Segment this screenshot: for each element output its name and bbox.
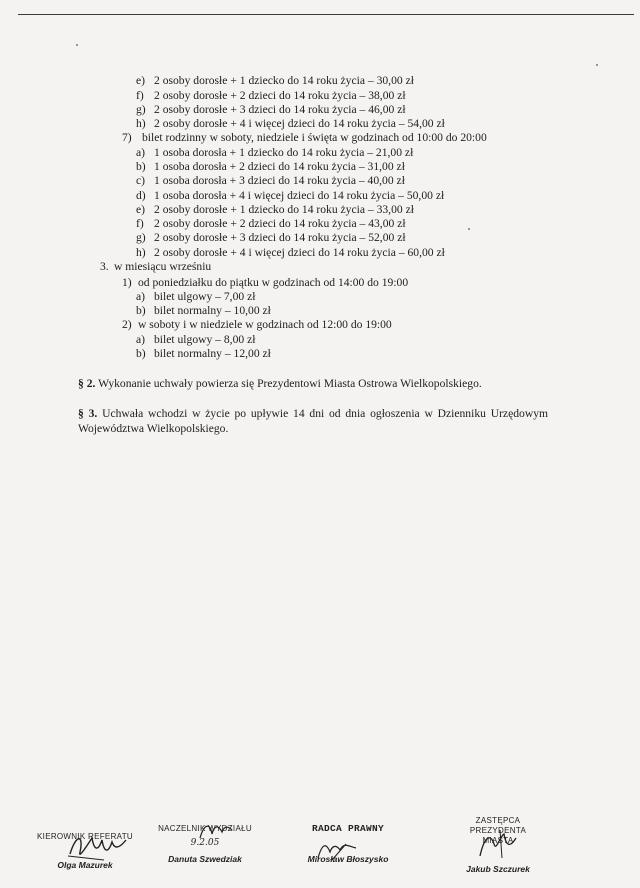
- list-item: h) 2 osoby dorosłe + 4 i więcej dzieci do 14 roku życia – 54,00 zł: [136, 117, 445, 130]
- signature-name: Olga Mazurek: [57, 860, 113, 870]
- list-item: h) 2 osoby dorosłe + 4 i więcej dzieci do 14 roku życia – 60,00 zł: [136, 246, 445, 259]
- signature-title: RADCA PRAWNY: [311, 823, 384, 834]
- list-item: g) 2 osoby dorosłe + 3 dzieci do 14 roku życia – 52,00 zł: [136, 231, 406, 244]
- top-rule: [18, 14, 634, 15]
- list-item: e) 2 osoby dorosłe + 1 dziecko do 14 roku życia – 33,00 zł: [136, 203, 414, 216]
- signature-title: NACZELNIK WYDZIAŁU: [158, 824, 252, 833]
- list-item: d) 1 osoba dorosła + 4 i więcej dzieci do 14 roku życia – 50,00 zł: [136, 189, 445, 202]
- list-item: b) bilet normalny – 12,00 zł: [136, 347, 271, 360]
- list-item: a) bilet ulgowy – 7,00 zł: [136, 290, 256, 303]
- list-item: a) bilet ulgowy – 8,00 zł: [136, 333, 256, 346]
- signature-name: Mirosław Błoszysko: [307, 854, 389, 864]
- signature-title: KIEROWNIK REFERATU: [37, 832, 133, 841]
- list-item: c) 1 osoba dorosła + 3 dzieci do 14 roku życia – 40,00 zł: [136, 174, 405, 187]
- list-item: 1) od poniedziałku do piątku w godzinach od 14:00 do 19:00: [122, 276, 409, 289]
- handwritten-signature: [312, 838, 362, 866]
- list-item: 2) w soboty i w niedziele w godzinach od 12:00 do 19:00: [122, 318, 392, 331]
- section-symbol: § 2.: [78, 377, 96, 390]
- scan-speck: [468, 228, 470, 230]
- list-item: b) bilet normalny – 10,00 zł: [136, 304, 271, 317]
- handwritten-signature: [470, 826, 530, 862]
- handwritten-signature: [196, 820, 236, 842]
- signature-name: Jakub Szczurek: [466, 864, 530, 874]
- signature-title: ZASTĘPCA PREZYDENTA MIASTA: [469, 816, 527, 845]
- handwritten-date: 9.2.05: [190, 838, 220, 848]
- list-item: f) 2 osoby dorosłe + 2 dzieci do 14 roku życia – 38,00 zł: [136, 89, 406, 102]
- list-item: e) 2 osoby dorosłe + 1 dziecko do 14 roku życia – 30,00 zł: [136, 74, 414, 87]
- scan-speck: [76, 44, 78, 46]
- section-text: Wykonanie uchwały powierza się Prezydentowi Miasta Ostrowa Wielkopolskiego.: [98, 377, 482, 390]
- list-item: a) 1 osoba dorosła + 1 dziecko do 14 roku życia – 21,00 zł: [136, 146, 414, 159]
- list-item: g) 2 osoby dorosłe + 3 dzieci do 14 roku życia – 46,00 zł: [136, 103, 406, 116]
- section-text: Uchwała wchodzi w życie po upływie 14 dni od dnia ogłoszenia w Dzienniku Urzędowym Województwa Wielkopolskiego.: [78, 407, 549, 435]
- section-symbol: § 3.: [78, 407, 98, 420]
- section-2: [78, 376, 558, 391]
- list-item: 3. w miesiącu wrześniu: [100, 260, 212, 273]
- signature-name: Danuta Szwedziak: [168, 854, 242, 864]
- list-item: f) 2 osoby dorosłe + 2 dzieci do 14 roku życia – 43,00 zł: [136, 217, 406, 230]
- scan-speck: [596, 64, 598, 66]
- list-item: 7) bilet rodzinny w soboty, niedziele i święta w godzinach od 10:00 do 20:00: [122, 131, 487, 144]
- section-3: [78, 406, 548, 436]
- handwritten-signature: [64, 826, 134, 866]
- list-item: b) 1 osoba dorosła + 2 dzieci do 14 roku życia – 31,00 zł: [136, 160, 405, 173]
